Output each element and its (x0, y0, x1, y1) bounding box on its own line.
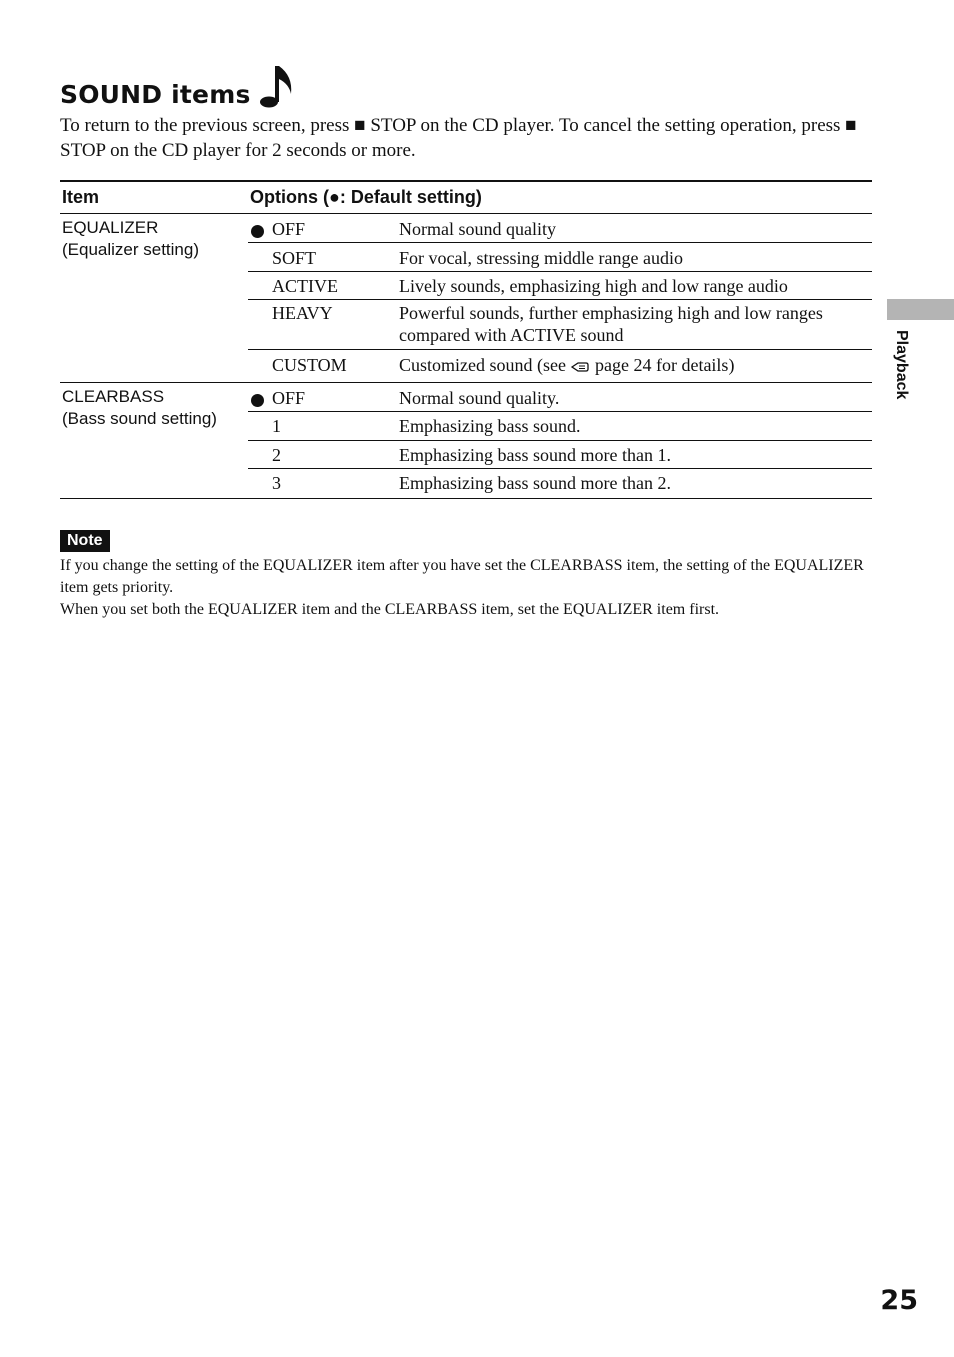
sound-items-table (60, 180, 872, 499)
description-cell: Normal sound quality (399, 219, 556, 239)
option-cell (248, 354, 399, 382)
option-label: OFF (272, 388, 306, 408)
table-row (248, 469, 872, 498)
table-row (248, 214, 872, 243)
table-header (60, 182, 872, 214)
description-cell: For vocal, stressing middle range audio (399, 248, 683, 268)
music-note-icon (259, 62, 297, 110)
title-row (60, 60, 297, 110)
table-row (248, 243, 872, 272)
equalizer-group (60, 214, 872, 383)
option-label: 2 (272, 445, 281, 465)
header-options: Options (●: Default setting) (250, 187, 482, 207)
option-label: HEAVY (272, 303, 333, 323)
description-cell: Emphasizing bass sound more than 1. (399, 445, 671, 465)
option-cell (248, 247, 399, 271)
description-pre: Customized sound (see (399, 355, 566, 375)
section-tab-label (888, 330, 910, 410)
option-cell (248, 472, 399, 498)
option-cell (248, 302, 399, 349)
clearbass-group (60, 383, 872, 499)
description-cell (399, 354, 872, 382)
table-row (248, 272, 872, 300)
table-row (248, 350, 872, 382)
description-cell: Emphasizing bass sound. (399, 416, 581, 436)
header-item: Item (62, 187, 100, 207)
section-tab-marker (887, 299, 954, 320)
option-label: CUSTOM (272, 355, 347, 375)
equalizer-options (248, 214, 872, 382)
option-label: OFF (272, 219, 306, 239)
page-reference-icon (570, 359, 590, 373)
clearbass-options (248, 383, 872, 498)
clearbass-item (60, 383, 248, 498)
page-title: SOUND items (60, 80, 251, 109)
note-text (60, 555, 870, 621)
default-setting-dot-icon (251, 225, 264, 238)
item-name: CLEARBASS (62, 387, 165, 406)
description-cell: Normal sound quality. (399, 388, 560, 408)
description-cell: Emphasizing bass sound more than 2. (399, 473, 671, 493)
option-label: 3 (272, 473, 281, 493)
table-row (248, 441, 872, 469)
option-cell (248, 218, 399, 242)
default-setting-dot-icon (251, 394, 264, 407)
page-number: 25 (880, 1285, 918, 1316)
note-badge: Note (60, 530, 110, 552)
note-paragraph: If you change the setting of the EQUALIZER item after you have set the CLEARBASS item, the setting of the EQUALIZER item gets priority. (60, 557, 864, 596)
description-cell: Lively sounds, emphasizing high and low range audio (399, 276, 788, 296)
note-paragraph: When you set both the EQUALIZER item and the CLEARBASS item, set the EQUALIZER item first. (60, 601, 720, 618)
equalizer-item (60, 214, 248, 382)
item-subtitle: (Equalizer setting) (62, 240, 200, 259)
option-cell (248, 415, 399, 440)
section-tab-text: Playback (893, 330, 910, 400)
option-cell (248, 275, 399, 299)
table-row (248, 412, 872, 441)
option-label: SOFT (272, 248, 317, 268)
description-cell: Powerful sounds, further emphasizing high and low ranges compared with ACTIVE sound (399, 303, 823, 345)
option-label: ACTIVE (272, 276, 338, 296)
description-post: page 24 for details) (594, 355, 735, 375)
item-name: EQUALIZER (62, 218, 159, 237)
option-cell (248, 444, 399, 468)
option-cell (248, 387, 399, 411)
table-row (248, 300, 872, 350)
item-subtitle: (Bass sound setting) (62, 409, 217, 428)
table-row (248, 383, 872, 412)
intro-text: To return to the previous screen, press ■ STOP on the CD player. To cancel the setting operation, press ■ STOP on the CD player for 2 seconds or more. (60, 115, 857, 161)
option-label: 1 (272, 416, 281, 436)
